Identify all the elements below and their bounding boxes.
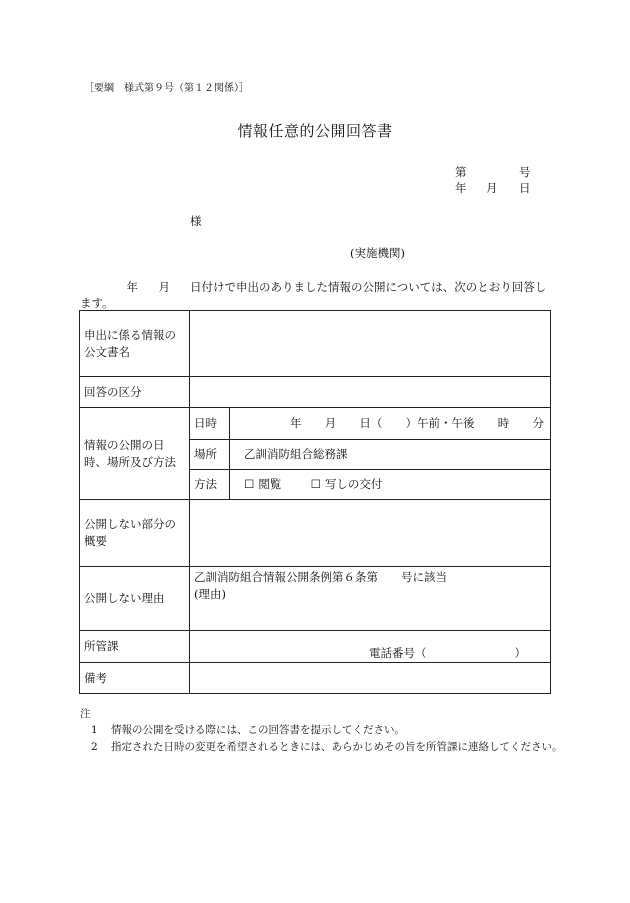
form-reference: ［要綱 様式第９号（第１２関係）］ bbox=[84, 83, 249, 94]
note-item bbox=[91, 739, 563, 754]
remarks-field[interactable] bbox=[190, 663, 551, 694]
issue-date-year: 年 bbox=[455, 181, 467, 195]
datetime-month: 月 bbox=[324, 416, 337, 430]
nondisclosure-reason-field[interactable] bbox=[190, 567, 551, 631]
document-name-label: 申出に係る情報の公文書名 bbox=[80, 311, 190, 377]
note-number: 1 bbox=[91, 724, 98, 736]
method-label: 方法 bbox=[190, 470, 230, 500]
row-department bbox=[80, 631, 551, 663]
response-category-field[interactable] bbox=[190, 377, 551, 408]
place-value: 乙訓消防組合総務課 bbox=[230, 440, 551, 470]
notes-heading: 注 bbox=[80, 708, 91, 720]
addressee-honorific: 様 bbox=[190, 214, 202, 228]
nondisclosure-reason-label: 公開しない理由 bbox=[80, 567, 190, 631]
checkbox-copy-icon[interactable]: ☐ bbox=[310, 477, 321, 491]
document-number-suffix: 号 bbox=[519, 165, 531, 179]
note-text: 指定された日時の変更を希望されるときには、あらかじめその旨を所管課に連絡してください。 bbox=[111, 741, 563, 753]
intro-text: 日付けで申出のありました情報の公開については、次のとおり回答します。 bbox=[80, 280, 547, 310]
row-nondisclosed-summary bbox=[80, 500, 551, 567]
department-label: 所管課 bbox=[80, 631, 190, 663]
datetime-ampm: ）午前・午後 bbox=[405, 416, 475, 430]
schedule-label: 情報の公開の日時、場所及び方法 bbox=[80, 408, 190, 500]
row-remarks bbox=[80, 663, 551, 694]
department-field[interactable] bbox=[190, 631, 551, 663]
issue-date-month: 月 bbox=[486, 181, 498, 195]
intro-month: 月 bbox=[158, 280, 170, 294]
row-nondisclosure-reason bbox=[80, 567, 551, 631]
place-label: 場所 bbox=[190, 440, 230, 470]
implementing-agency-label: (実施機関) bbox=[350, 246, 405, 260]
document-number-label: 第 bbox=[455, 165, 467, 179]
checkbox-inspection-icon[interactable]: ☐ bbox=[244, 477, 255, 491]
note-item bbox=[91, 722, 405, 737]
note-number: 2 bbox=[91, 741, 98, 753]
method-options bbox=[230, 470, 551, 500]
row-response-category bbox=[80, 377, 551, 408]
datetime-field[interactable] bbox=[230, 408, 551, 440]
nondisclosed-summary-field[interactable] bbox=[190, 500, 551, 567]
phone-label: 電話番号（ bbox=[369, 646, 427, 660]
reason-label: (理由) bbox=[194, 587, 226, 601]
datetime-year: 年 bbox=[290, 416, 302, 430]
datetime-label: 日時 bbox=[190, 408, 230, 440]
datetime-day: 日（ bbox=[359, 416, 383, 430]
note-text: 情報の公開を受ける際には、この回答書を提示してください。 bbox=[111, 724, 405, 736]
datetime-minute: 分 bbox=[532, 416, 544, 430]
document-name-field[interactable] bbox=[190, 311, 551, 377]
row-document-name bbox=[80, 311, 551, 377]
option-inspection-label: 閲覧 bbox=[258, 477, 282, 491]
datetime-hour: 時 bbox=[497, 416, 510, 430]
response-form-table bbox=[79, 310, 551, 694]
intro-year: 年 bbox=[126, 280, 138, 294]
reason-ordinance-line: 乙訓消防組合情報公開条例第６条第 号に該当 bbox=[194, 570, 447, 584]
response-category-label: 回答の区分 bbox=[80, 377, 190, 408]
remarks-label: 備考 bbox=[80, 663, 190, 694]
issue-date-day: 日 bbox=[519, 181, 531, 195]
phone-close: ） bbox=[514, 646, 526, 660]
nondisclosed-summary-label: 公開しない部分の概要 bbox=[80, 500, 190, 567]
intro-paragraph bbox=[80, 279, 556, 311]
row-datetime bbox=[80, 408, 551, 440]
document-title: 情報任意的公開回答書 bbox=[237, 122, 393, 140]
option-copy-label: 写しの交付 bbox=[324, 477, 383, 491]
